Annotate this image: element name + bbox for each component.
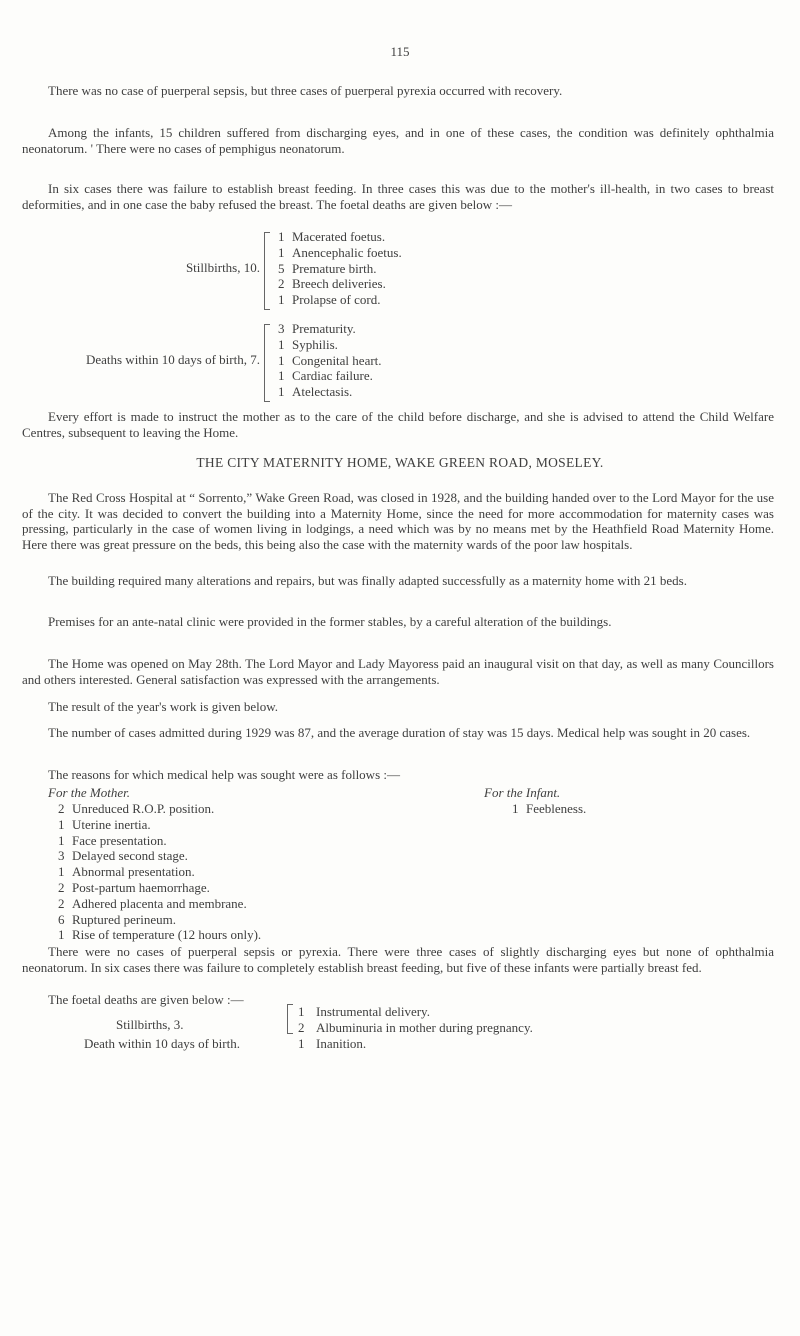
deaths-list-2 [298, 1036, 366, 1052]
list-item: 1 Cardiac failure. [278, 368, 373, 384]
list-item: 2 Unreduced R.O.P. position. [58, 801, 215, 816]
list-item: 1 Atelectasis. [278, 384, 353, 400]
stillbirths-list-2 [298, 1004, 533, 1036]
page-number: 115 [390, 44, 410, 59]
list-item: 1 Syphilis. [278, 336, 338, 352]
paragraph-year-result: The result of the year's work is given below. [48, 699, 279, 714]
list-item: 1 Macerated foetus. [278, 229, 386, 244]
list-item: 2 Adhered placenta and membrane. [58, 895, 247, 911]
brace [264, 232, 270, 310]
list-item: 1 Uterine inertia. [58, 816, 151, 832]
list-item: 2 Post-partum haemorrhage. [58, 879, 210, 895]
paragraph-reasons-intro: The reasons for which medical help was sought were as follows :— [48, 767, 400, 782]
list-item: 6 Ruptured perineum. [58, 911, 176, 927]
list-item: 2 Albuminuria in mother during pregnancy. [298, 1019, 533, 1035]
list-item: 3 Delayed second stage. [58, 848, 188, 864]
list-item: 1 Face presentation. [58, 832, 167, 848]
deaths-group [0, 322, 260, 402]
section-heading: THE CITY MATERNITY HOME, WAKE GREEN ROAD, MOSELEY. [196, 455, 604, 470]
list-item: 5 Premature birth. [278, 260, 377, 276]
deaths-list [278, 321, 382, 400]
list-item: 1 Anencephalic foetus. [278, 244, 402, 260]
list-item: 1 Abnormal presentation. [58, 864, 195, 880]
list-item: 1 Instrumental delivery. [298, 1004, 430, 1019]
mother-column-header: For the Mother. [48, 785, 130, 800]
list-item: 1 Inanition. [298, 1036, 367, 1051]
paragraph-foetal-deaths-intro: The foetal deaths are given below :— [48, 992, 244, 1007]
list-item: 1 Prolapse of cord. [278, 292, 381, 308]
paragraph-instruct-mother: Every effort is made to instruct the mother as to the care of the child before discharge, and she is advised to attend the Child Welfare Centres, subsequent to leaving the Home. [22, 409, 774, 440]
deaths-label: Deaths within 10 days of birth, 7. [85, 352, 260, 367]
paragraph-red-cross-hospital: The Red Cross Hospital at “ Sorrento,” Wake Green Road, was closed in 1928, and the building handed over to the Lord Mayor for the use of the city. It was decided to convert the building into a Maternity Home, since the need for more accommodation for maternity cases was pressing, particularly in the case of women living in lodgings, a need which was by no means met by the Heathfield Road Maternity Home. Here there was great pressure on the beds, this being also the case with the maternity wards of the poor law hospitals. [22, 490, 774, 552]
list-item: 2 Breech deliveries. [278, 276, 386, 292]
paragraph-no-sepsis: There were no cases of puerperal sepsis or pyrexia. There were three cases of slightly discharging eyes but none of ophthalmia neonatorum. In six cases there was failure to completely establish breast feeding, but five of these infants were partially breast fed. [22, 944, 774, 975]
brace [287, 1004, 293, 1034]
paragraph-cases-admitted: The number of cases admitted during 1929 was 87, and the average duration of stay was 15 days. Medical help was sought in 20 cases. [48, 725, 751, 740]
list-item: 1 Congenital heart. [278, 352, 382, 368]
list-item: 1 Feebleness. [512, 801, 587, 816]
infant-reasons-list [512, 801, 586, 817]
paragraph-building-alterations: The building required many alterations and repairs, but was finally adapted successfully as a maternity home with 21 beds. [48, 573, 687, 588]
infant-column-header: For the Infant. [484, 785, 561, 800]
paragraph-discharging-eyes: Among the infants, 15 children suffered from discharging eyes, and in one of these cases, the condition was definitely ophthalmia neonatorum. ' There were no cases of pemphigus neonatorum. [22, 125, 774, 156]
stillbirths-list [278, 229, 402, 308]
stillbirths-label: Stillbirths, 10. [185, 260, 260, 275]
stillbirths-group [0, 230, 260, 310]
deaths-label-2: Death within 10 days of birth. [84, 1036, 240, 1051]
mother-reasons-list [58, 801, 261, 943]
stillbirths-label-2: Stillbirths, 3. [116, 1017, 184, 1032]
brace [264, 324, 270, 402]
list-item: 1 Rise of temperature (12 hours only). [58, 927, 262, 943]
list-item: 3 Prematurity. [278, 321, 356, 336]
paragraph-breast-feeding: In six cases there was failure to establish breast feeding. In three cases this was due to the mother's ill-health, in two cases to breast deformities, and in one case the baby refused the breast. The foetal deaths are given below :— [22, 181, 774, 212]
paragraph-puerperal-pyrexia: There was no case of puerperal sepsis, but three cases of puerperal pyrexia occurred with recovery. [48, 83, 563, 98]
paragraph-ante-natal-clinic: Premises for an ante-natal clinic were provided in the former stables, by a careful alteration of the buildings. [48, 614, 612, 629]
paragraph-home-opened: The Home was opened on May 28th. The Lord Mayor and Lady Mayoress paid an inaugural visit on that day, as well as many Councillors and others interested. General satisfaction was expressed with the arrangements. [22, 656, 774, 687]
